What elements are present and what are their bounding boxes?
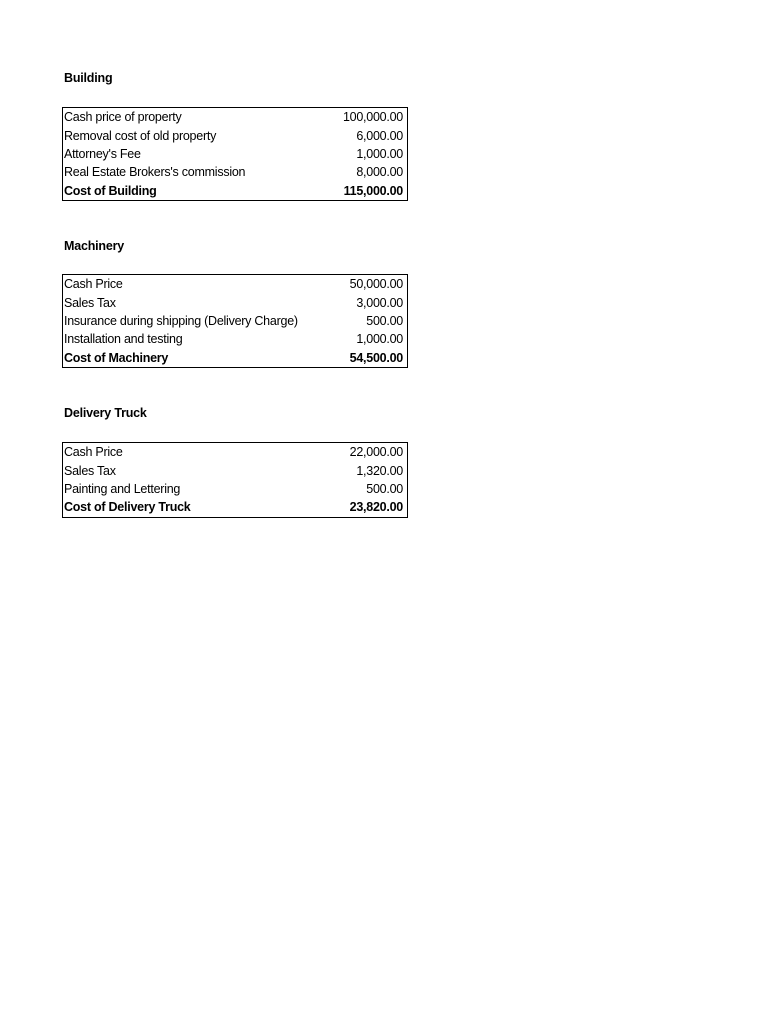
delivery-truck-cost-table [62, 442, 408, 518]
table-row [63, 293, 407, 311]
table-row [63, 126, 407, 144]
row-amount: 1,000.00 [356, 332, 403, 347]
row-amount: 1,000.00 [356, 146, 403, 161]
table-row [63, 330, 407, 348]
row-amount: 500.00 [366, 313, 403, 328]
row-label: Sales Tax [64, 463, 116, 478]
row-amount: 8,000.00 [356, 165, 403, 180]
row-amount: 100,000.00 [342, 110, 403, 125]
total-row [63, 498, 407, 516]
total-row [63, 182, 407, 200]
row-amount: 1,320.00 [356, 463, 403, 478]
table-row [63, 480, 407, 498]
row-label: Real Estate Brokers's commission [64, 165, 246, 180]
machinery-title: Machinery [64, 239, 125, 253]
delivery-truck-title: Delivery Truck [64, 406, 147, 420]
total-label: Cost of Machinery [64, 350, 169, 365]
row-label: Attorney's Fee [64, 146, 141, 161]
row-label: Insurance during shipping (Delivery Charge) [64, 313, 298, 328]
table-row [63, 145, 407, 163]
total-amount: 115,000.00 [343, 183, 403, 198]
building-cost-table [62, 107, 408, 201]
total-amount: 54,500.00 [349, 350, 403, 365]
total-amount: 23,820.00 [349, 500, 403, 515]
row-label: Installation and testing [64, 332, 183, 347]
row-label: Cash Price [64, 277, 123, 292]
row-label: Cash price of property [64, 110, 182, 125]
total-label: Cost of Building [64, 183, 157, 198]
table-row [63, 163, 407, 181]
table-row [63, 312, 407, 330]
row-label: Removal cost of old property [64, 128, 217, 143]
total-row [63, 349, 407, 367]
machinery-cost-table [62, 274, 408, 368]
row-amount: 500.00 [366, 481, 403, 496]
row-label: Cash Price [64, 445, 123, 460]
row-label: Painting and Lettering [64, 481, 181, 496]
building-title: Building [64, 71, 113, 85]
table-row [63, 461, 407, 479]
total-label: Cost of Delivery Truck [64, 500, 191, 515]
table-row [63, 443, 407, 461]
row-label: Sales Tax [64, 295, 116, 310]
table-row [63, 108, 407, 126]
row-amount: 3,000.00 [356, 295, 403, 310]
row-amount: 6,000.00 [356, 128, 403, 143]
table-row [63, 275, 407, 293]
row-amount: 22,000.00 [349, 445, 403, 460]
row-amount: 50,000.00 [349, 277, 403, 292]
